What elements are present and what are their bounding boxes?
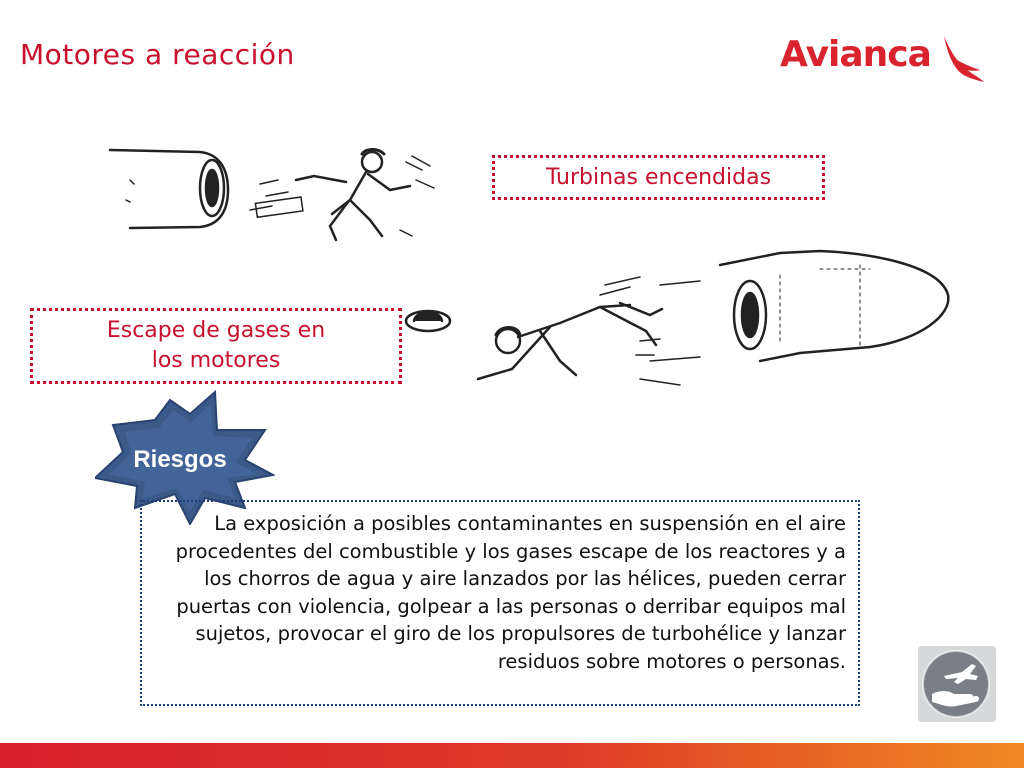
bottom-brand-bar — [0, 743, 1024, 768]
avianca-logo — [780, 32, 990, 88]
risk-description-text: La exposición a posibles contaminantes en suspensión en el aire procedentes del combustible y los gases escape de los reactores y a los chorros de agua y aire lanzados por las hélices, pueden cerrar puertas con violencia, golpear a las personas o derribar equipos mal sujetos, provocar el giro de los propulsores de turbohélice y lanzar residuos sobre motores o personas. — [175, 512, 846, 673]
callout-escape-gases — [30, 308, 402, 384]
callout-escape-line1: Escape de gases en — [106, 318, 326, 343]
logo-text: Avianca — [780, 34, 931, 75]
avianca-bird-icon — [940, 32, 985, 84]
slide-title: Motores a reacción — [20, 38, 295, 71]
engine-intake-illustration — [100, 140, 470, 255]
engine-exhaust-illustration — [400, 245, 955, 415]
callout-turbinas-label: Turbinas encendidas — [545, 164, 772, 190]
riesgos-label: Riesgos — [133, 446, 227, 473]
risk-description-box — [140, 500, 860, 706]
airplane-hand-icon — [918, 646, 996, 722]
callout-turbinas-encendidas — [492, 155, 825, 200]
callout-escape-line2: los motores — [151, 348, 281, 373]
